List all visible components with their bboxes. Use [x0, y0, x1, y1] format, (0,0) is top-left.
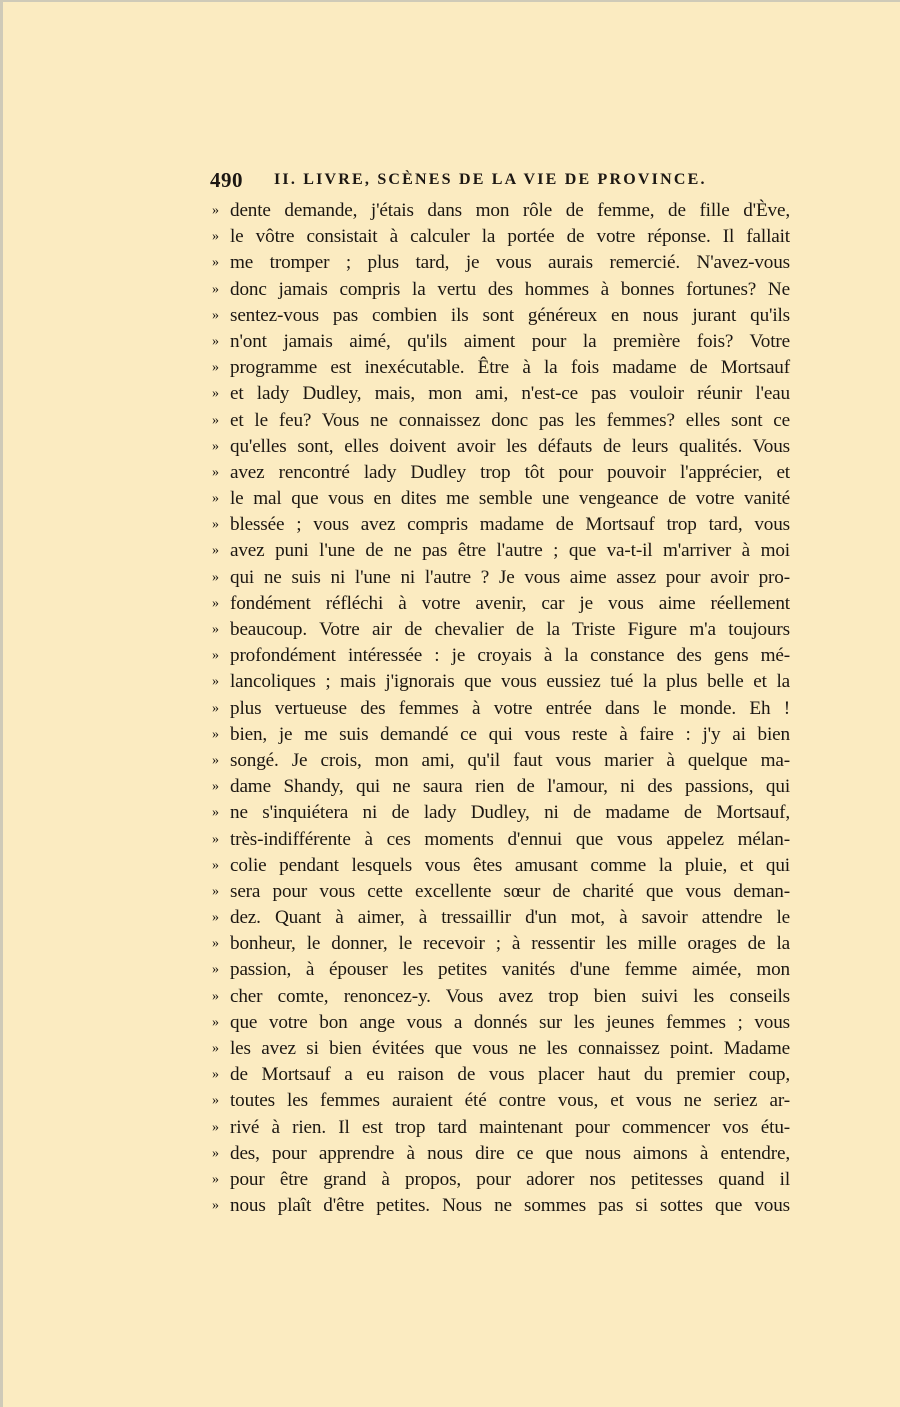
text-line: [212, 1036, 790, 1062]
line-text: ne s'inquiétera ni de lady Dudley, ni de madame de Mortsauf,: [230, 802, 790, 824]
quotation-mark: »: [212, 1198, 219, 1214]
quotation-mark: »: [212, 1014, 219, 1030]
quotation-mark: »: [212, 1041, 219, 1056]
line-text: donc jamais compris la vertu des hommes à bonnes fortunes? Ne: [230, 278, 790, 300]
quotation-mark: »: [212, 307, 219, 323]
quotation-mark: »: [212, 857, 219, 873]
quotation-mark: »: [212, 648, 219, 664]
text-line: [212, 1115, 790, 1141]
text-line: [212, 250, 790, 276]
line-text: blessée ; vous avez compris madame de Mortsauf trop tard, vous: [230, 514, 790, 536]
line-text: qu'elles sont, elles doivent avoir les défauts de leurs qualités. Vous: [230, 435, 790, 457]
text-line: [212, 355, 790, 381]
quotation-mark: »: [212, 255, 219, 271]
text-line: [212, 722, 790, 748]
quotation-mark: »: [212, 281, 219, 297]
text-line: [212, 774, 790, 800]
quotation-mark: »: [212, 386, 219, 402]
quotation-mark: »: [212, 569, 219, 585]
quotation-mark: »: [212, 910, 219, 926]
text-line: [212, 591, 790, 617]
line-text: passion, à épouser les petites vanités d'une femme aimée, mon: [230, 959, 790, 981]
text-line: [212, 538, 790, 564]
text-line: [212, 827, 790, 853]
text-line: [212, 434, 790, 460]
text-line: [212, 879, 790, 905]
quotation-mark: »: [212, 831, 219, 847]
quotation-mark: »: [212, 1171, 219, 1187]
quotation-mark: »: [212, 203, 219, 218]
text-line: [212, 198, 790, 224]
quotation-mark: »: [212, 752, 219, 768]
line-text: sera pour vous cette excellente sœur de charité que vous deman-: [230, 880, 790, 902]
quotation-mark: »: [212, 622, 219, 637]
line-text: bonheur, le donner, le recevoir ; à ressentir les mille orages de la: [230, 933, 790, 955]
line-text: bien, je me suis demandé ce qui vous reste à faire : j'y ai bien: [230, 723, 790, 745]
line-text: le mal que vous en dites me semble une vengeance de votre vanité: [230, 488, 790, 510]
quotation-mark: »: [212, 1119, 219, 1135]
quotation-mark: »: [212, 988, 219, 1004]
text-line: [212, 303, 790, 329]
text-line: [212, 1141, 790, 1167]
line-text: songé. Je crois, mon ami, qu'il faut vous marier à quelque ma-: [230, 749, 790, 771]
line-text: dente demande, j'étais dans mon rôle de femme, de fille d'Ève,: [230, 200, 790, 221]
running-title: II. LIVRE, SCÈNES DE LA VIE DE PROVINCE.: [274, 171, 707, 188]
text-line: [212, 1010, 790, 1036]
text-line: [212, 565, 790, 591]
text-line: [212, 512, 790, 538]
line-text: me tromper ; plus tard, je vous aurais remercié. N'avez-vous: [230, 252, 790, 274]
running-head: [210, 168, 790, 194]
text-line: [212, 696, 790, 722]
line-text: pour être grand à propos, pour adorer nos petitesses quand il: [230, 1168, 790, 1190]
line-text: avez rencontré lady Dudley trop tôt pour pouvoir l'apprécier, et: [230, 461, 790, 483]
line-text: dez. Quant à aimer, à tressaillir d'un mot, à savoir attendre le: [230, 907, 790, 929]
quotation-mark: »: [212, 805, 219, 821]
line-text: profondément intéressée : je croyais à la constance des gens mé-: [230, 645, 790, 667]
text-line: [212, 486, 790, 512]
line-text: dame Shandy, qui ne saura rien de l'amour, ni des passions, qui: [230, 776, 790, 798]
line-text: lancoliques ; mais j'ignorais que vous eussiez tué la plus belle et la: [230, 671, 790, 693]
text-line: [212, 669, 790, 695]
line-text: fondément réfléchi à votre avenir, car je vous aime réellement: [230, 592, 790, 614]
text-line: [212, 329, 790, 355]
quotation-mark: »: [212, 1145, 219, 1161]
text-line: [212, 1167, 790, 1193]
text-line: [212, 643, 790, 669]
quotation-mark: »: [212, 1067, 219, 1083]
quotation-mark: »: [212, 936, 219, 952]
text-line: [212, 1193, 790, 1219]
quotation-mark: »: [212, 229, 219, 245]
line-text: que votre bon ange vous a donnés sur les jeunes femmes ; vous: [230, 1011, 790, 1033]
text-line: [212, 853, 790, 879]
quotation-mark: »: [212, 962, 219, 978]
quotation-mark: »: [212, 883, 219, 899]
line-text: qui ne suis ni l'une ni l'autre ? Je vous aime assez pour avoir pro-: [230, 566, 790, 588]
text-line: [212, 460, 790, 486]
line-text: les avez si bien évitées que vous ne les connaissez point. Madame: [230, 1038, 790, 1059]
quotation-mark: »: [212, 674, 219, 690]
quotation-mark: »: [212, 360, 219, 376]
quotation-mark: »: [212, 517, 219, 533]
text-line: [212, 277, 790, 303]
text-line: [212, 748, 790, 774]
text-line: [212, 381, 790, 407]
text-line: [212, 905, 790, 931]
line-text: très-indifférente à ces moments d'ennui que vous appelez mélan-: [230, 828, 790, 850]
text-line: [212, 800, 790, 826]
line-text: et lady Dudley, mais, mon ami, n'est-ce pas vouloir réunir l'eau: [230, 383, 790, 405]
line-text: des, pour apprendre à nous dire ce que nous aimons à entendre,: [230, 1142, 790, 1164]
quotation-mark: »: [212, 1093, 219, 1109]
line-text: toutes les femmes auraient été contre vous, et vous ne seriez ar-: [230, 1090, 790, 1112]
quotation-mark: »: [212, 595, 219, 611]
text-line: [212, 957, 790, 983]
line-text: le vôtre consistait à calculer la portée de votre réponse. Il fallait: [230, 226, 790, 248]
line-text: et le feu? Vous ne connaissez donc pas les femmes? elles sont ce: [230, 409, 790, 431]
line-text: rivé à rien. Il est trop tard maintenant pour commencer vos étu-: [230, 1116, 790, 1138]
line-text: de Mortsauf a eu raison de vous placer haut du premier coup,: [230, 1064, 790, 1086]
text-line: [212, 931, 790, 957]
line-text: beaucoup. Votre air de chevalier de la Triste Figure m'a toujours: [230, 619, 790, 640]
body-text: [212, 198, 790, 1219]
line-text: colie pendant lesquels vous êtes amusant comme la pluie, et qui: [230, 854, 790, 876]
text-line: [212, 408, 790, 434]
line-text: plus vertueuse des femmes à votre entrée dans le monde. Eh !: [230, 697, 790, 719]
text-line: [212, 224, 790, 250]
text-line: [212, 984, 790, 1010]
text-line: [212, 1088, 790, 1114]
line-text: avez puni l'une de ne pas être l'autre ; que va-t-il m'arriver à moi: [230, 540, 790, 562]
quotation-mark: »: [212, 700, 219, 716]
line-text: sentez-vous pas combien ils sont généreux en nous jurant qu'ils: [230, 304, 790, 326]
quotation-mark: »: [212, 779, 219, 795]
page-number: 490: [210, 168, 243, 192]
text-line: [212, 617, 790, 643]
line-text: n'ont jamais aimé, qu'ils aiment pour la première fois? Votre: [230, 330, 790, 352]
quotation-mark: »: [212, 726, 219, 742]
line-text: nous plaît d'être petites. Nous ne sommes pas si sottes que vous: [230, 1195, 790, 1217]
line-text: programme est inexécutable. Être à la fois madame de Mortsauf: [230, 357, 790, 379]
quotation-mark: »: [212, 491, 219, 507]
quotation-mark: »: [212, 438, 219, 454]
quotation-mark: »: [212, 333, 219, 349]
line-text: cher comte, renoncez-y. Vous avez trop bien suivi les conseils: [230, 985, 790, 1007]
text-line: [212, 1062, 790, 1088]
quotation-mark: »: [212, 543, 219, 559]
quotation-mark: »: [212, 412, 219, 428]
quotation-mark: »: [212, 464, 219, 480]
